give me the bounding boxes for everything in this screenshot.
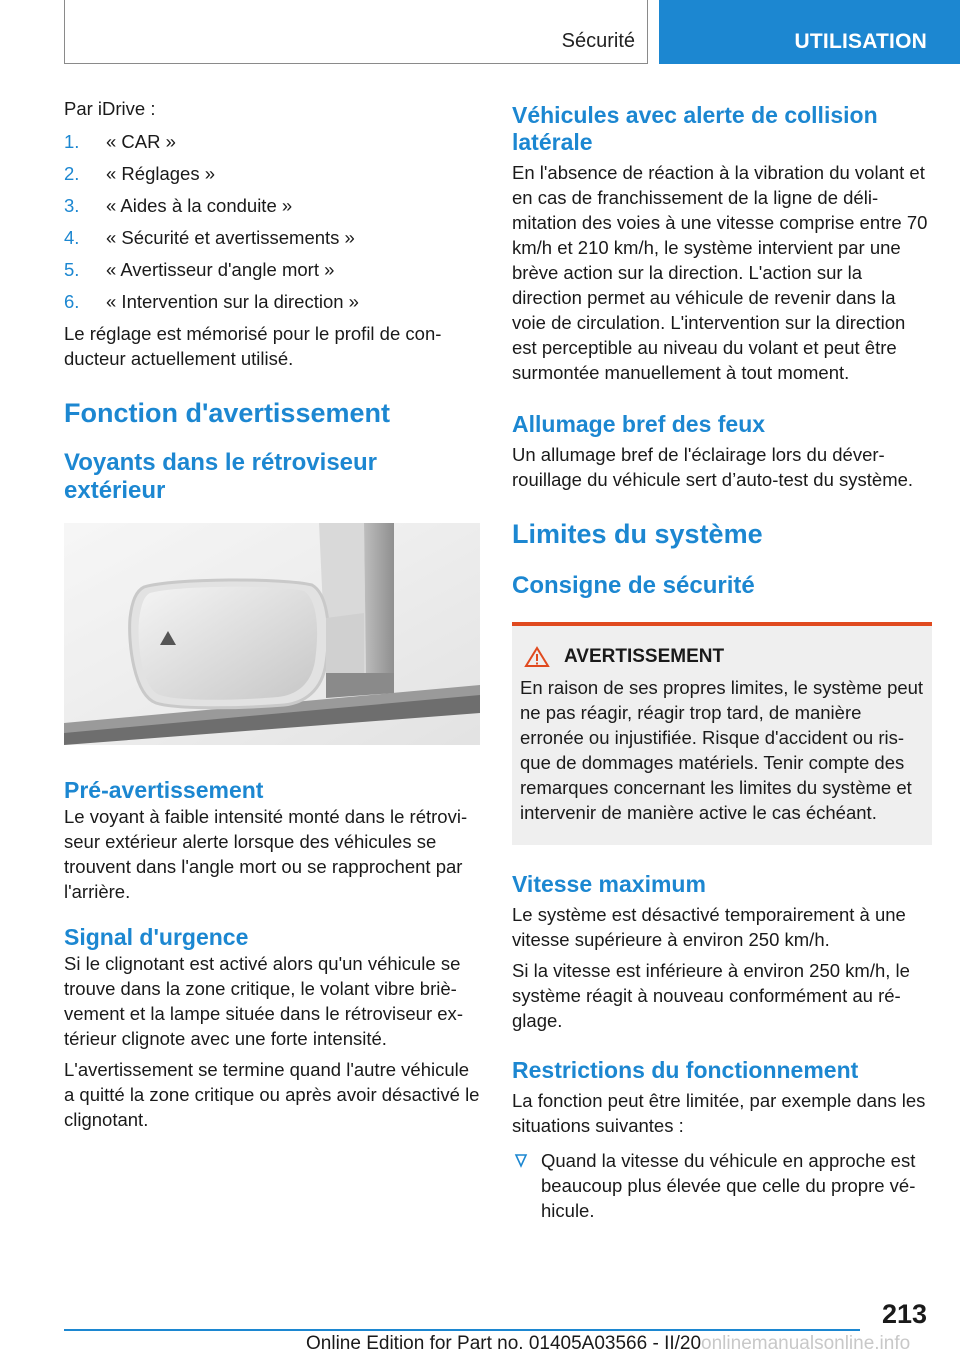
warning-title: AVERTISSEMENT xyxy=(520,644,924,669)
max-speed-text-2: Si la vitesse est inférieure à environ 250 km/h, le système réagit à nouveau conformément au réglage. xyxy=(512,960,910,1031)
signal-text-1: Si le clignotant est activé alors qu'un véhicule se trouve dans la zone critique, le volant vibre brièvement et la lampe située dans le rétroviseur extérieur clignote avec une forte intensité. xyxy=(64,953,463,1049)
footer-rule xyxy=(64,1329,860,1331)
watermark: onlinemanualsonline.info xyxy=(701,1333,911,1354)
header-section-label: Sécurité xyxy=(561,30,635,52)
step-item: 4. « Sécurité et avertissements » xyxy=(64,227,355,248)
step-item: 6. « Intervention sur la direction » xyxy=(64,291,359,312)
collision-text: En l'absence de réaction à la vibration du volant et en cas de franchissement de la ligne de délimitation des voies à une vitesse comprise entre 70 km/h et 210 km/h, le système intervient par une brève action sur la direction. L'action sur la direction permet au véhicule de revenir dans la voie de circulation. L'intervention sur la direction est perceptible au niveau du volant et peut être surmontée manuellement à tout moment. xyxy=(512,162,928,383)
bullet-triangle-icon xyxy=(514,1154,528,1168)
step-item: 3. « Aides à la conduite » xyxy=(64,195,293,216)
left-column xyxy=(64,96,484,1138)
step-item: 2. « Réglages » xyxy=(64,163,216,184)
heading-restrictions: Restrictions du fonctionnement xyxy=(512,1057,859,1083)
step-item: 1. « CAR » xyxy=(64,131,176,152)
idrive-steps xyxy=(64,129,484,314)
header-chapter-tab xyxy=(659,0,960,64)
heading-short-lights: Allumage bref des feux xyxy=(512,411,766,437)
list-item: Quand la vitesse du véhicule en approche est beaucoup plus élevée que celle du propre véhicule. xyxy=(512,1148,932,1223)
heading-system-limits: Limites du système xyxy=(512,519,763,549)
page-number: 213 xyxy=(881,1299,927,1329)
heading-safety-note: Consigne de sécurité xyxy=(512,572,755,599)
heading-pre-warning: Pré-avertissement xyxy=(64,777,264,803)
header-section-tab xyxy=(64,0,648,64)
short-lights-text: Un allumage bref de l'éclairage lors du déverrouillage du véhicule sert d’auto-test du système. xyxy=(512,444,914,490)
heading-voyants: Voyants dans le rétroviseur extérieur xyxy=(64,449,378,504)
footer-edition: Online Edition for Part no. 01405A03566 - II/20onlinemanualsonline.info xyxy=(306,1333,911,1354)
mirror-image xyxy=(64,523,480,745)
step-item: 5. « Avertisseur d'angle mort » xyxy=(64,259,335,280)
signal-text-2: L'avertissement se termine quand l'autre véhicule a quitté la zone critique ou après avoir désactivé le clignotant. xyxy=(64,1059,480,1130)
heading-max-speed: Vitesse maximum xyxy=(512,871,706,897)
max-speed-text-1: Le système est désactivé temporairement à une vitesse supérieure à environ 250 km/h. xyxy=(512,904,906,950)
pre-warning-text: Le voyant à faible intensité monté dans le rétroviseur extérieur alerte lorsque des véhicules se trouvent dans l'angle mort ou se rapprochent par l'arrière. xyxy=(64,806,468,902)
right-column xyxy=(512,96,932,1223)
restrictions-list xyxy=(512,1148,932,1223)
restrictions-text: La fonction peut être limitée, par exemple dans les situations suivantes : xyxy=(512,1090,926,1136)
warning-text: En raison de ses propres limites, le système peut ne pas réagir, réagir trop tard, de manière erronée ou injustifiée. Risque d'accident ou risque de dommages matériels. Tenir compte des remarques concernant les limites du système et intervenir de manière active le cas échéant. xyxy=(520,677,924,823)
heading-function: Fonction d'avertissement xyxy=(64,398,390,428)
warning-box xyxy=(512,622,932,845)
heading-side-collision: Véhicules avec alerte de collision latérale xyxy=(512,102,878,155)
saved-note: Le réglage est mémorisé pour le profil de conducteur actuellement utilisé. xyxy=(64,323,442,369)
heading-emergency-signal: Signal d'urgence xyxy=(64,924,249,950)
intro-text: Par iDrive : xyxy=(64,98,156,119)
header-chapter-label: UTILISATION xyxy=(794,30,927,53)
warning-triangle-icon xyxy=(524,646,550,668)
